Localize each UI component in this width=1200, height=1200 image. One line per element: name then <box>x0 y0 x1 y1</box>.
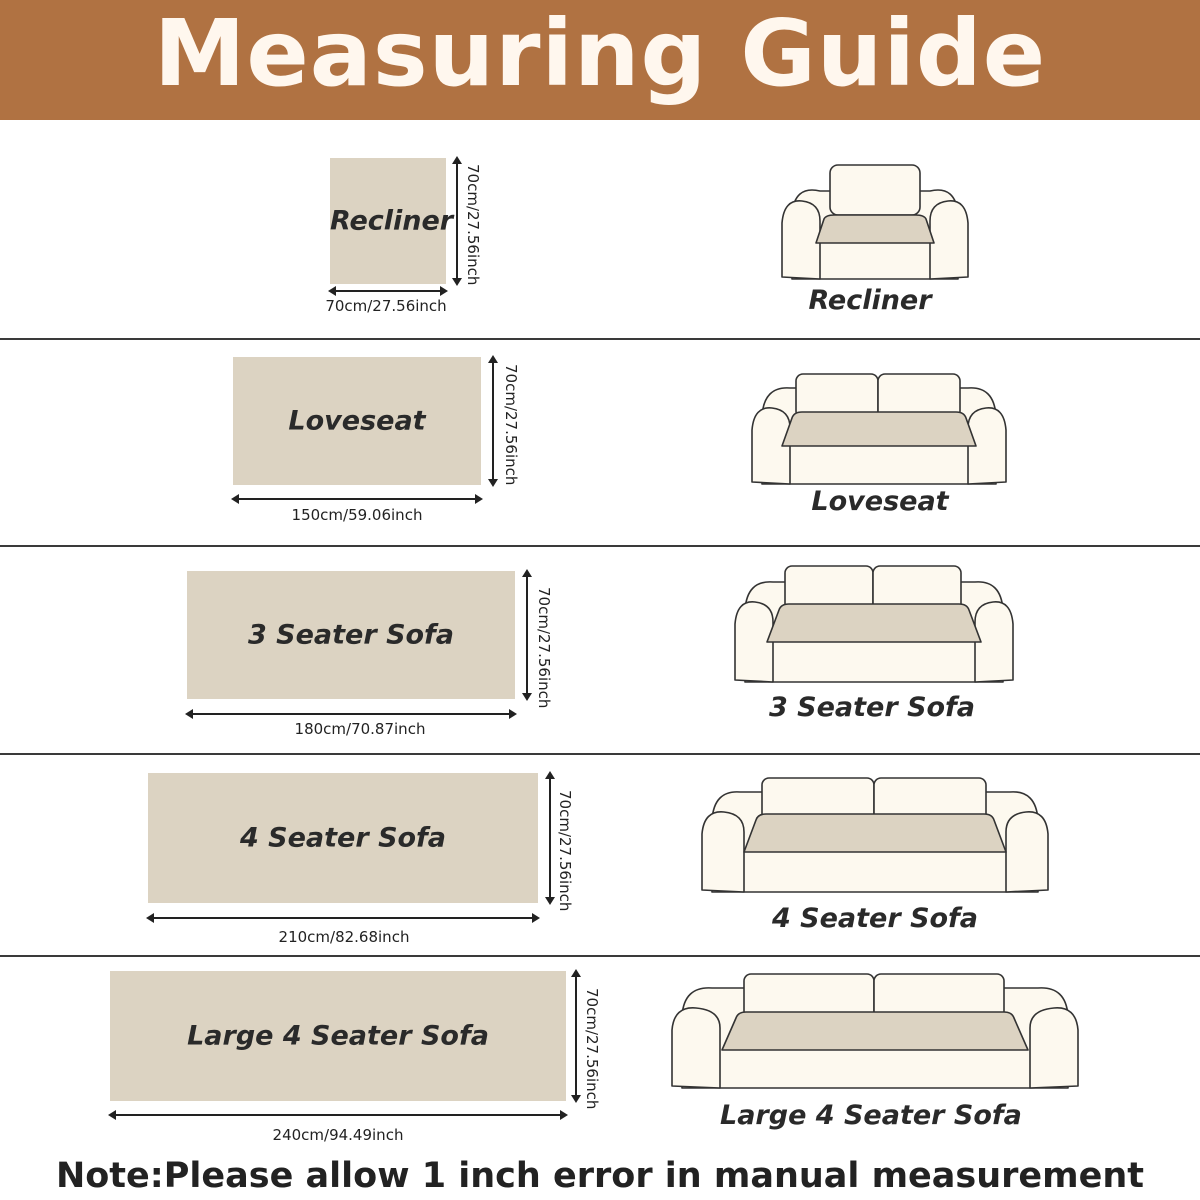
width-dimension-arrow <box>108 1108 568 1122</box>
header-banner <box>0 0 1200 120</box>
height-dimension-arrow <box>486 355 500 487</box>
height-label: 70cm/27.56inch <box>502 364 520 486</box>
height-dimension-arrow <box>520 569 534 701</box>
cushion-label: Recliner <box>330 205 454 237</box>
cushion-label: 3 Seater Sofa <box>247 619 455 651</box>
cushion-diagram <box>110 971 566 1101</box>
four-seater-sofa-icon <box>700 776 1050 894</box>
cushion-diagram <box>187 571 515 699</box>
height-dimension-arrow <box>450 156 464 286</box>
cushion-diagram <box>148 773 538 903</box>
measurement-note: Note:Please allow 1 inch error in manual measurement <box>55 1156 1145 1196</box>
cushion-diagram <box>233 357 481 485</box>
height-dimension-arrow <box>543 771 557 905</box>
height-dimension-arrow <box>569 969 583 1103</box>
row-divider <box>0 955 1200 957</box>
sofa-label: 3 Seater Sofa <box>768 692 976 723</box>
height-label: 70cm/27.56inch <box>464 164 482 286</box>
cushion-diagram <box>330 158 454 284</box>
sofa-label: 4 Seater Sofa <box>771 903 979 934</box>
cushion-label: Large 4 Seater Sofa <box>187 1020 489 1052</box>
width-label: 180cm/70.87inch <box>294 720 426 738</box>
height-label: 70cm/27.56inch <box>583 988 601 1110</box>
width-dimension-arrow <box>146 911 540 925</box>
row-divider <box>0 753 1200 755</box>
sofa-label: Loveseat <box>811 486 949 517</box>
sofa-label: Recliner <box>808 285 932 316</box>
cushion-label: Loveseat <box>288 405 426 437</box>
loveseat-icon <box>750 372 1008 486</box>
page-title: Measuring Guide <box>153 0 1047 107</box>
three-seater-sofa-icon <box>733 564 1015 684</box>
large-four-seater-sofa-icon <box>670 972 1080 1090</box>
row-divider <box>0 545 1200 547</box>
cushion-label: 4 Seater Sofa <box>239 822 447 854</box>
width-label: 240cm/94.49inch <box>272 1126 404 1144</box>
width-dimension-arrow <box>231 492 483 506</box>
width-label: 150cm/59.06inch <box>291 506 423 524</box>
width-label: 70cm/27.56inch <box>325 297 447 315</box>
sofa-label: Large 4 Seater Sofa <box>720 1100 1022 1131</box>
recliner-icon <box>780 163 970 283</box>
height-label: 70cm/27.56inch <box>535 587 553 709</box>
height-label: 70cm/27.56inch <box>556 790 574 912</box>
width-dimension-arrow <box>328 284 448 298</box>
width-label: 210cm/82.68inch <box>278 928 410 946</box>
width-dimension-arrow <box>185 707 517 721</box>
row-divider <box>0 338 1200 340</box>
